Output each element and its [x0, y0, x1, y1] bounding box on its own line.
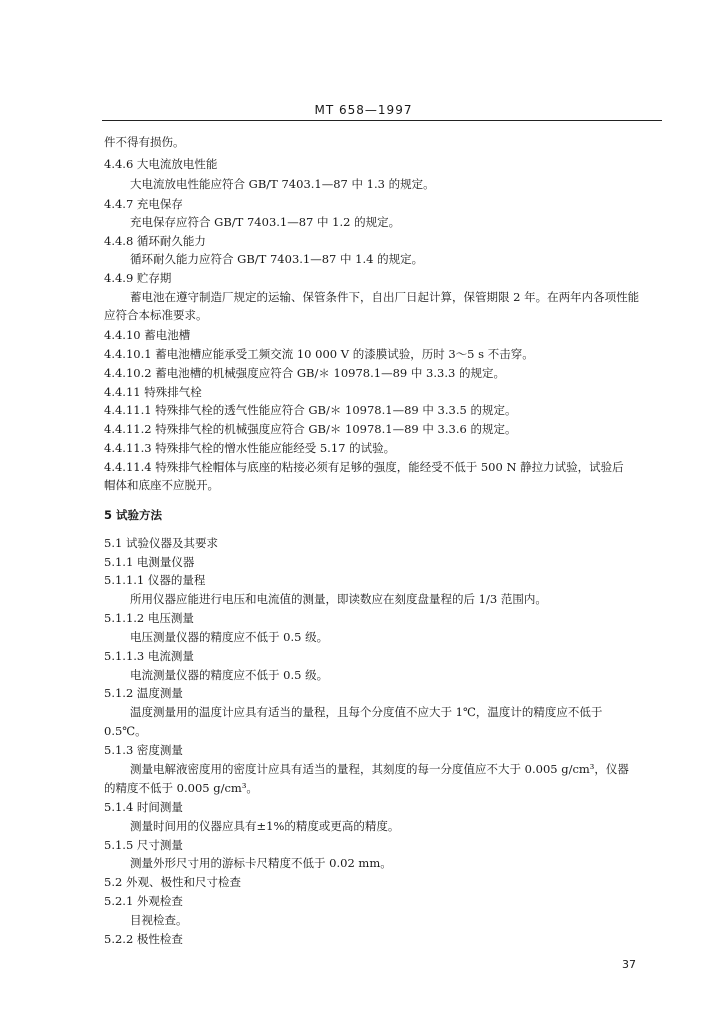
text-line: 温度测量用的温度计应具有适当的量程，且每个分度值不应大于 1℃，温度计的精度应不低于: [130, 705, 603, 719]
clause-line: 4.4.11.2 特殊排气栓的机械强度应符合 GB/＊ 10978.1—89 中 3.3.6 的规定。: [104, 422, 517, 436]
text-line: 所用仪器应能进行电压和电流值的测量，即读数应在刻度盘量程的后 1/3 范围内。: [130, 592, 547, 606]
text-line: 电流测量仪器的精度应不低于 0.5 级。: [130, 668, 329, 682]
text-line: 大电流放电性能应符合 GB/T 7403.1—87 中 1.3 的规定。: [130, 177, 435, 191]
section-heading: 4.4.9 贮存期: [104, 271, 172, 285]
text-line: 测量时间用的仪器应具有±1%的精度或更高的精度。: [130, 819, 400, 833]
section-heading: 5.1.1.1 仪器的量程: [104, 573, 206, 587]
clause-line: 4.4.11.1 特殊排气栓的透气性能应符合 GB/＊ 10978.1—89 中 3.3.5 的规定。: [104, 403, 517, 417]
text-line: 测量外形尺寸用的游标卡尺精度不低于 0.02 mm。: [130, 856, 392, 870]
section-heading: 4.4.11 特殊排气栓: [104, 385, 202, 399]
text-line: 帽体和底座不应脱开。: [104, 478, 219, 492]
page-header: MT 658—1997: [314, 103, 413, 117]
section-heading: 4.4.6 大电流放电性能: [104, 157, 218, 171]
section-heading: 5.1.1.3 电流测量: [104, 649, 194, 663]
section-heading: 5.2.1 外观检查: [104, 894, 183, 908]
text-line: 充电保存应符合 GB/T 7403.1—87 中 1.2 的规定。: [130, 215, 401, 229]
section-heading: 4.4.7 充电保存: [104, 197, 183, 211]
section-heading: 5.1 试验仪器及其要求: [104, 536, 218, 550]
text-line: 蓄电池在遵守制造厂规定的运输、保管条件下，自出厂日起计算，保管期限 2 年。在两年内各项性能: [130, 290, 640, 304]
text-line: 测量电解液密度用的密度计应具有适当的量程，其刻度的每一分度值应不大于 0.005 g/cm³，仪器: [130, 762, 629, 776]
text-line: 件不得有损伤。: [104, 135, 185, 149]
text-line: 0.5℃。: [104, 724, 147, 738]
clause-line: 4.4.10.2 蓄电池槽的机械强度应符合 GB/＊ 10978.1—89 中 3.3.3 的规定。: [104, 366, 505, 380]
text-line: 循环耐久能力应符合 GB/T 7403.1—87 中 1.4 的规定。: [130, 252, 424, 266]
text-line: 应符合本标准要求。: [104, 308, 208, 322]
section-heading: 5.1.1 电测量仪器: [104, 555, 195, 569]
section-heading: 4.4.10 蓄电池槽: [104, 328, 191, 342]
clause-line: 4.4.11.4 特殊排气栓帽体与底座的粘接必须有足够的强度，能经受不低于 500 N 静拉力试验，试验后: [104, 460, 624, 474]
text-line: 目视检查。: [130, 913, 188, 927]
section-heading: 5.1.1.2 电压测量: [104, 611, 194, 625]
section-heading: 5.2 外观、极性和尺寸检查: [104, 875, 241, 889]
page-number: 37: [622, 958, 636, 971]
header-rule: [102, 120, 662, 121]
chapter-heading: 5 试验方法: [104, 508, 163, 522]
clause-line: 4.4.11.3 特殊排气栓的憎水性能应能经受 5.17 的试验。: [104, 441, 396, 455]
text-line: 的精度不低于 0.005 g/cm³。: [104, 781, 258, 795]
section-heading: 4.4.8 循环耐久能力: [104, 234, 206, 248]
text-line: 电压测量仪器的精度应不低于 0.5 级。: [130, 630, 329, 644]
section-heading: 5.1.3 密度测量: [104, 743, 183, 757]
clause-line: 4.4.10.1 蓄电池槽应能承受工频交流 10 000 V 的漆膜试验，历时 3～5 s 不击穿。: [104, 347, 534, 361]
section-heading: 5.1.5 尺寸测量: [104, 838, 183, 852]
section-heading: 5.1.2 温度测量: [104, 686, 183, 700]
section-heading: 5.2.2 极性检查: [104, 932, 183, 946]
section-heading: 5.1.4 时间测量: [104, 800, 183, 814]
